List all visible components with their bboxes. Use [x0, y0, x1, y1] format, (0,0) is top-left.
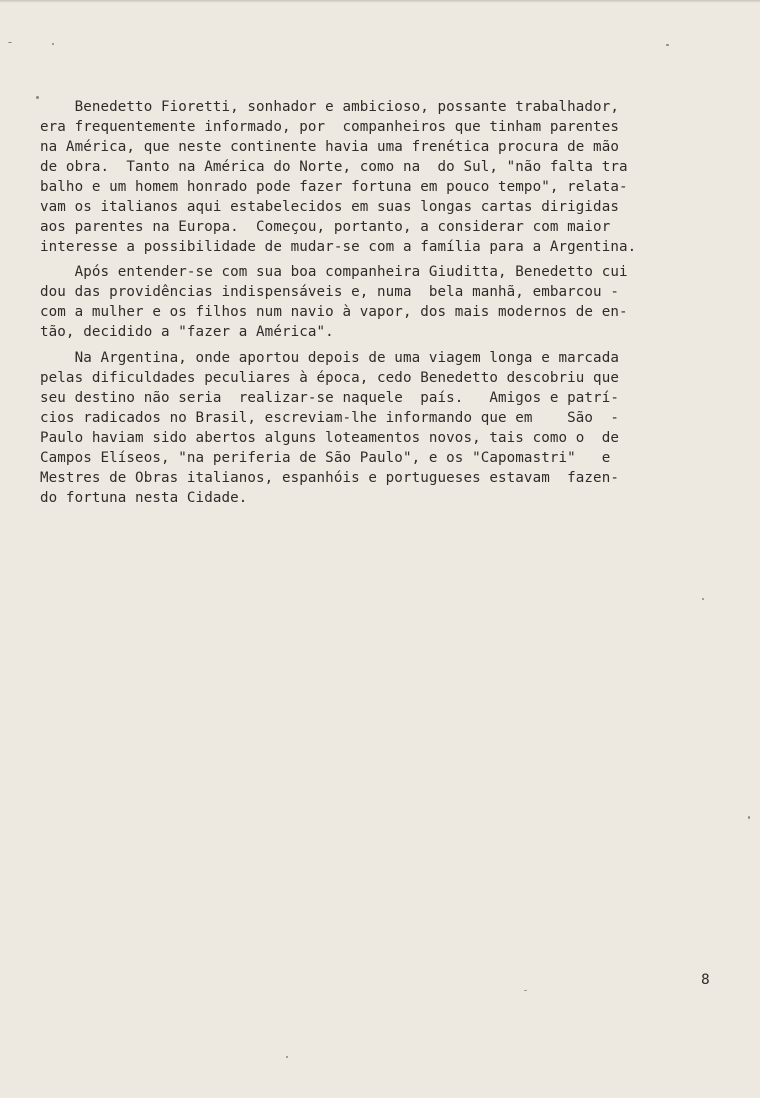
scan-speck: [286, 1056, 288, 1058]
text-line: tão, decidido a "fazer a América".: [40, 324, 334, 340]
scan-speck: [52, 43, 54, 45]
scan-speck: [702, 598, 704, 600]
text-line: de obra. Tanto na América do Norte, como na do Sul, "não falta tra: [40, 159, 628, 175]
text-line: Na Argentina, onde aportou depois de uma viagem longa e marcada: [40, 350, 619, 366]
scan-speck: [36, 96, 39, 99]
text-line: Mestres de Obras italianos, espanhóis e portugueses estavam fazen-: [40, 470, 619, 486]
text-line: do fortuna nesta Cidade.: [40, 490, 248, 506]
text-line: com a mulher e os filhos num navio à vapor, dos mais modernos de en-: [40, 304, 628, 320]
text-line: Campos Elíseos, "na periferia de São Paulo", e os "Capomastri" e: [40, 450, 611, 466]
text-line: aos parentes na Europa. Começou, portanto, a considerar com maior: [40, 219, 611, 235]
scan-speck: [8, 42, 12, 43]
text-line: cios radicados no Brasil, escreviam-lhe informando que em São -: [40, 410, 619, 426]
scan-speck: [666, 44, 669, 46]
text-line: balho e um homem honrado pode fazer fortuna em pouco tempo", relata-: [40, 179, 628, 195]
page-number: 8: [701, 972, 710, 988]
text-line: Após entender-se com sua boa companheira Giuditta, Benedetto cui: [40, 264, 628, 280]
text-line: dou das providências indispensáveis e, numa bela manhã, embarcou -: [40, 284, 619, 300]
scan-speck: [748, 816, 750, 819]
text-line: interesse a possibilidade de mudar-se com a família para a Argentina.: [40, 239, 637, 255]
text-line: Benedetto Fioretti, sonhador e ambicioso, possante trabalhador,: [40, 99, 619, 115]
page-top-edge: [0, 0, 760, 3]
text-line: era frequentemente informado, por companheiros que tinham parentes: [40, 119, 619, 135]
text-line: vam os italianos aqui estabelecidos em suas longas cartas dirigidas: [40, 199, 619, 215]
text-line: na América, que neste continente havia uma frenética procura de mão: [40, 139, 619, 155]
scan-speck: [524, 990, 527, 991]
text-line: Paulo haviam sido abertos alguns loteamentos novos, tais como o de: [40, 430, 619, 446]
text-line: seu destino não seria realizar-se naquele país. Amigos e patrí-: [40, 390, 619, 406]
text-line: pelas dificuldades peculiares à época, cedo Benedetto descobriu que: [40, 370, 619, 386]
